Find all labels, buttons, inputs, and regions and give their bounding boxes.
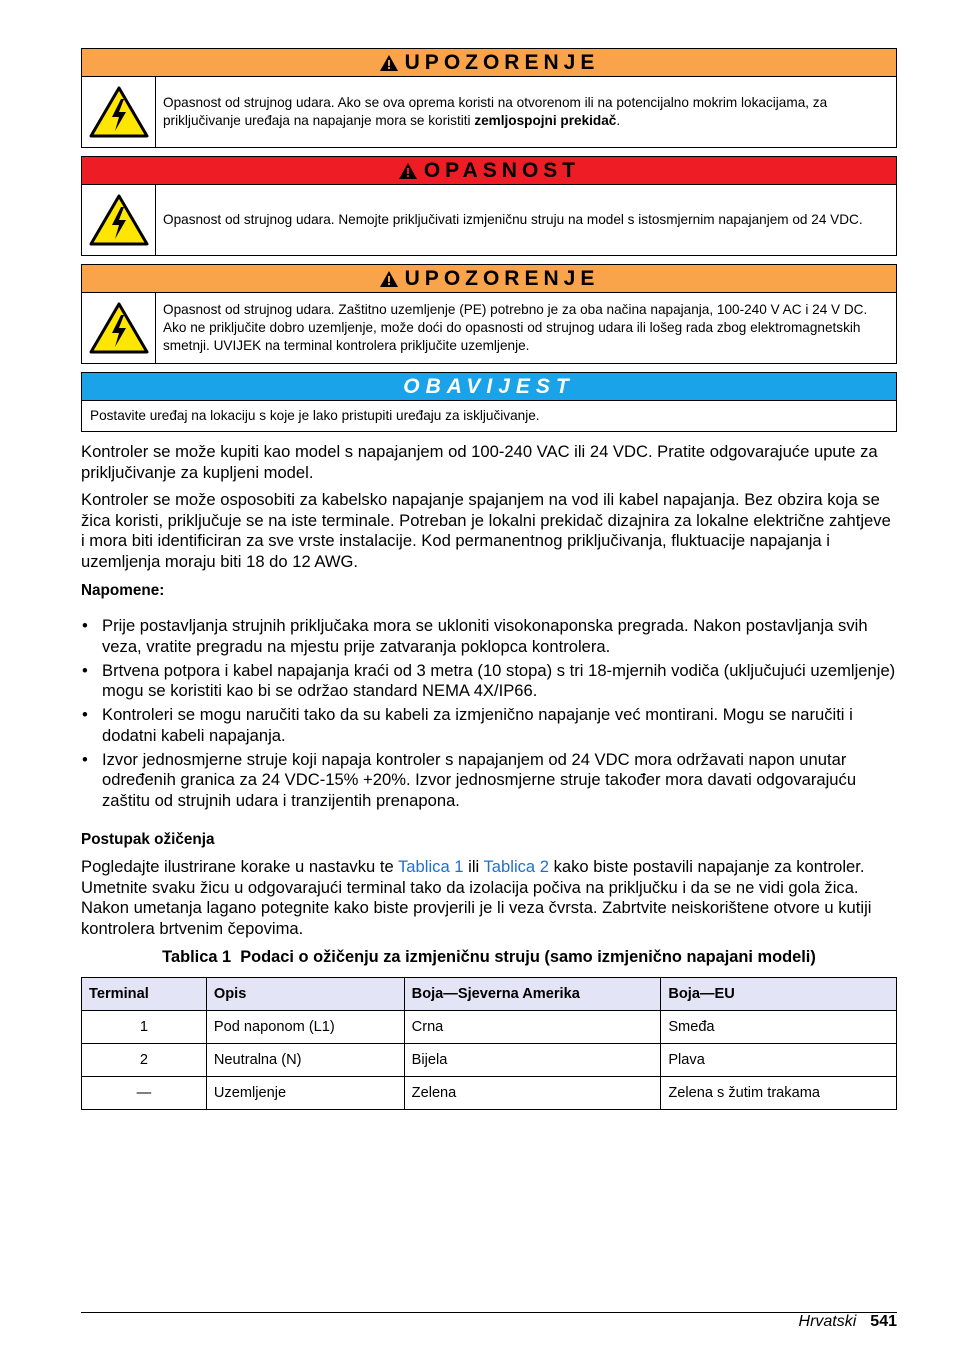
warning-title: UPOZORENJE [404, 266, 600, 290]
warning-box-1 [81, 48, 897, 148]
electric-shock-icon [82, 185, 156, 255]
notes-heading: Napomene: [81, 582, 165, 599]
danger-title: OPASNOST [423, 158, 581, 182]
paragraph-cable: Kontroler se može osposobiti za kabelsko napajanje spajanjem na vod ili kabel napajanja. Bez obzira koja se žica koristi, priključuje se na iste terminale. Potreban je lokalni prekidač dizajnira za lokalne električne zahtjeve i mora biti identificiran za sve vrste instalacije. Kod permanentnog priključivanja, fluktuacije napajanja i uzemljenja moraju biti 18 do 12 AWG. [81, 490, 891, 571]
list-item: • Prije postavljanja strujnih priključaka mora se ukloniti visokonaponska pregrada. Nakon postavljanja svih veza, vratite pregradu na mjestu prije zatvaranja poklopca kontrolera. [82, 616, 868, 656]
notes-list [81, 616, 897, 811]
notice-box [81, 372, 897, 432]
column-header: Terminal [82, 978, 207, 1011]
footer-language: Hrvatski [798, 1313, 857, 1330]
document-page [81, 48, 897, 1110]
electric-shock-icon [82, 77, 156, 147]
page-number: 541 [870, 1313, 897, 1330]
warning-title: UPOZORENJE [404, 50, 600, 74]
page-footer [81, 1312, 897, 1331]
list-item: • Brtvena potpora i kabel napajanja kraći od 3 metra (10 stopa) s tri 18-mjernih vodiča (uključujući uzemljenje) mogu se koristiti kao bi se održao standard NEMA 4X/IP66. [82, 660, 896, 700]
column-header: Boja—EU [661, 978, 897, 1011]
table-header-row [82, 978, 897, 1011]
warning-header [82, 49, 896, 77]
table-cell: Crna [404, 1011, 661, 1044]
table-cell: — [82, 1077, 207, 1110]
table-cell: Neutralna (N) [206, 1044, 404, 1077]
table-cell: Bijela [404, 1044, 661, 1077]
wiring-table [81, 977, 897, 1110]
table-row [82, 1044, 897, 1077]
table-row [82, 1011, 897, 1044]
table-cell: Zelena s žutim trakama [661, 1077, 897, 1110]
notice-text: Postavite uređaj na lokaciju s koje je lako pristupiti uređaju za isključivanje. [90, 408, 540, 423]
danger-header [82, 157, 896, 185]
table-cell: Smeđa [661, 1011, 897, 1044]
warning-header [82, 265, 896, 293]
table-cell: 2 [82, 1044, 207, 1077]
danger-box [81, 156, 897, 256]
column-header: Opis [206, 978, 404, 1011]
list-item: • Kontroleri se mogu naručiti tako da su kabeli za izmjenično napajanje već montirani. Mogu se naručiti i dodatni kabeli napajanja. [82, 705, 853, 745]
list-item: • Izvor jednosmjerne struje koji napaja kontroler s napajanjem od 24 VDC mora održavati napon unutar određenih granica za 24 VDC-15% +20%. Izvor jednosmjerne struje također mora davati odgovarajuću zaštitu od strujnih udara i tranzijentih prenapona. [82, 749, 857, 810]
table-cell: Uzemljenje [206, 1077, 404, 1110]
wiring-paragraph: Pogledajte ilustrirane korake u nastavku te Tablica 1 ili Tablica 2 kako biste postavili napajanje za kontroler. Umetnite svaku žicu u odgovarajući terminal tako da izolacija počiva na priključku i da se ne vidi gola žica. Nakon umetanja lagano potegnite kako biste provjerili je li veza čvrsta. Zabrtvite neiskorištene otvore u kutiji kontrolera brtvenim čepovima. [81, 857, 872, 938]
danger-text: Opasnost od strujnog udara. Nemojte priključivati izmjeničnu struju na model s istosmjernim napajanjem od 24 VDC. [163, 212, 863, 227]
notice-title: OBAVIJEST [403, 374, 575, 398]
table-cell: Zelena [404, 1077, 661, 1110]
wiring-heading: Postupak ožičenja [81, 831, 215, 848]
table-cell: 1 [82, 1011, 207, 1044]
warning-text: Opasnost od strujnog udara. Ako se ova oprema koristi na otvorenom ili na potencijalno mokrim lokacijama, za priključivanje uređaja na napajanje mora se koristiti zemljospojni prekidač. [163, 95, 828, 128]
table-cell: Pod naponom (L1) [206, 1011, 404, 1044]
column-header: Boja—Sjeverna Amerika [404, 978, 661, 1011]
table-caption: Tablica 1 Podaci o ožičenju za izmjeničnu struju (samo izmjenično napajani modeli) [162, 948, 816, 966]
paragraph-models: Kontroler se može kupiti kao model s napajanjem od 100-240 VAC ili 24 VDC. Pratite odgovarajuće upute za priključivanje za kupljeni model. [81, 442, 878, 482]
warning-text: Opasnost od strujnog udara. Zaštitno uzemljenje (PE) potrebno je za oba načina napajanja, 100-240 V AC i 24 V DC. Ako ne priključite dobro uzemljenje, može doći do opasnosti od strujnog udara ili lošeg rada zbog elektromagnetskih smetnji. UVIJEK na terminal kontrolera priključite uzemljenje. [163, 302, 868, 353]
warning-triangle-icon [398, 162, 418, 180]
notice-header [82, 373, 896, 401]
table-2-link[interactable]: Tablica 2 [483, 857, 549, 876]
warning-triangle-icon [379, 54, 399, 72]
electric-shock-icon [82, 293, 156, 363]
warning-box-2 [81, 264, 897, 364]
table-row [82, 1077, 897, 1110]
warning-triangle-icon [379, 270, 399, 288]
table-1-link[interactable]: Tablica 1 [398, 857, 464, 876]
table-cell: Plava [661, 1044, 897, 1077]
